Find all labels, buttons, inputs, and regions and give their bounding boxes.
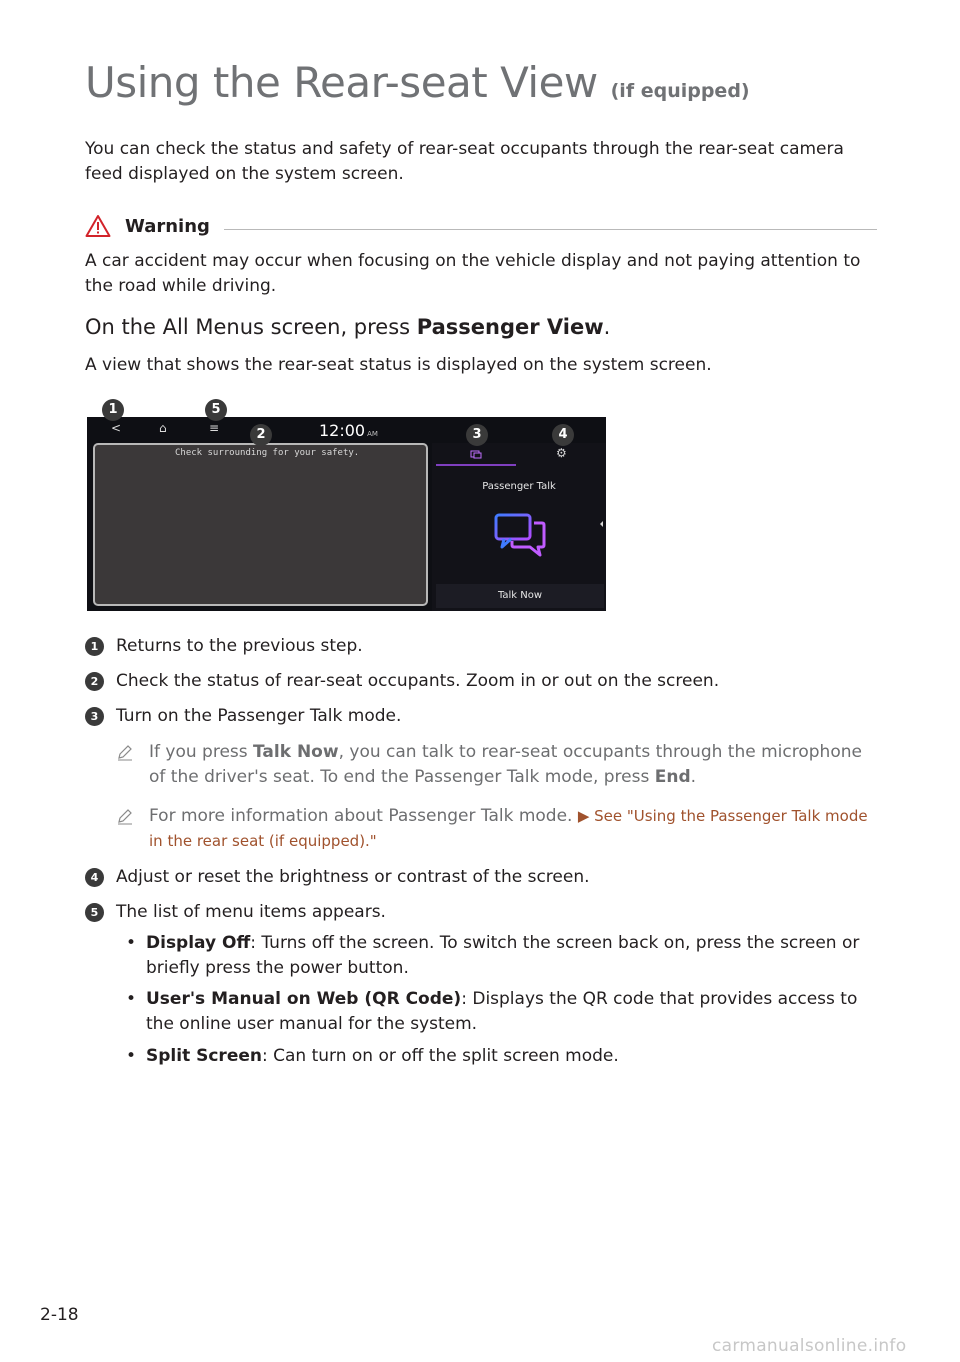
- screen-top-bar: [87, 417, 606, 443]
- bullet-term: User's Manual on Web (QR Code): [146, 989, 462, 1009]
- clock-time: 12:00: [319, 421, 366, 440]
- item-text: Check the status of rear-seat occupants. Zoom in or out on the screen.: [116, 671, 720, 691]
- item-number: 4: [85, 868, 104, 887]
- cross-reference-link[interactable]: ▶ See "Using the Passenger Talk mode in the rear seat (if equipped).": [149, 807, 868, 850]
- talk-now-label: Talk Now: [253, 742, 339, 762]
- warning-text: A car accident may occur when focusing on the vehicle display and not paying attention to the road while driving.: [85, 251, 861, 296]
- pencil-note-icon: [116, 807, 134, 825]
- bullet-dot: •: [126, 933, 137, 953]
- callout-4: 4: [552, 424, 574, 446]
- bullet-users-manual: [126, 987, 866, 1037]
- passenger-view-label: Passenger View: [416, 315, 604, 339]
- pencil-note-icon: [116, 743, 134, 761]
- note-text-part: For more information about Passenger Talk mode.: [149, 806, 578, 826]
- rear-camera-view: [93, 443, 428, 606]
- title-suffix: (if equipped): [610, 80, 750, 102]
- callout-1: 1: [102, 399, 124, 421]
- page-number: 2-18: [40, 1305, 79, 1325]
- list-item: [85, 636, 363, 656]
- note-text-part: If you press: [149, 742, 254, 762]
- item-text: Returns to the previous step.: [116, 636, 363, 656]
- item-number: 2: [85, 672, 104, 691]
- item-text: Turn on the Passenger Talk mode.: [116, 706, 402, 726]
- passenger-talk-tab-icon: [470, 450, 482, 460]
- item-number: 3: [85, 707, 104, 726]
- note-text-part: .: [690, 767, 697, 787]
- step-suffix: .: [603, 315, 611, 339]
- rear-seat-view-screenshot: [87, 417, 606, 611]
- note-more-info: [116, 804, 876, 854]
- list-item: [85, 902, 386, 922]
- title-main: Using the Rear-seat View: [85, 58, 598, 107]
- panel-collapse-handle[interactable]: [600, 521, 603, 527]
- menu-icon: ≡: [209, 421, 220, 435]
- item-text: Adjust or reset the brightness or contrast of the screen.: [116, 867, 590, 887]
- note-text: [149, 804, 876, 854]
- bullet-text: [146, 1044, 866, 1069]
- item-number: 5: [85, 903, 104, 922]
- watermark: carmanualsonline.info: [712, 1336, 907, 1356]
- page-title: [85, 58, 750, 107]
- list-item: [85, 706, 401, 726]
- list-item: [85, 867, 590, 887]
- bullet-dot: •: [126, 1046, 137, 1066]
- clock-ampm: AM: [367, 430, 378, 438]
- bullet-desc: : Displays the QR code that provides access to the online user manual for the system.: [146, 989, 858, 1034]
- callout-5: 5: [205, 399, 227, 421]
- item-text: The list of menu items appears.: [116, 902, 386, 922]
- step-heading: [85, 315, 610, 339]
- warning-divider: [224, 229, 877, 230]
- bullet-desc: : Can turn on or off the split screen mode.: [261, 1046, 619, 1066]
- passenger-talk-panel: [432, 443, 606, 611]
- callout-2: 2: [250, 424, 272, 446]
- talk-now-button[interactable]: Talk Now: [436, 584, 604, 608]
- bullet-dot: •: [126, 989, 137, 1009]
- bullet-term: Display Off: [146, 933, 251, 953]
- warning-label: Warning: [125, 215, 210, 237]
- passenger-talk-title: Passenger Talk: [482, 481, 556, 492]
- back-icon: <: [111, 421, 122, 435]
- active-tab-indicator: [436, 464, 516, 466]
- note-talk-now: [116, 740, 876, 790]
- bullet-split-screen: [126, 1044, 866, 1069]
- chat-bubbles-icon: [494, 513, 546, 559]
- warning-header: [85, 213, 877, 239]
- step-prefix: On the All Menus screen, press: [85, 315, 417, 339]
- intro-paragraph: You can check the status and safety of rear-seat occupants through the rear-seat camera feed displayed on the system screen.: [85, 139, 844, 184]
- gear-icon: ⚙: [556, 446, 567, 460]
- screen-clock: [319, 421, 378, 440]
- warning-triangle-icon: [85, 214, 111, 238]
- bullet-display-off: [126, 931, 866, 981]
- bullet-desc: : Turns off the screen. To switch the screen back on, press the screen or briefly press the power button.: [146, 933, 860, 978]
- end-label: End: [654, 767, 691, 787]
- note-text-part: , you can talk to rear-seat occupants through the microphone of the driver's seat. To end the Passenger Talk mode, press: [149, 742, 862, 787]
- callout-3: 3: [466, 424, 488, 446]
- list-item: [85, 671, 719, 691]
- bullet-text: [146, 987, 866, 1037]
- home-icon: ⌂: [159, 421, 167, 435]
- bullet-text: [146, 931, 866, 981]
- camera-safety-note: Check surrounding for your safety.: [175, 448, 360, 458]
- bullet-term: Split Screen: [146, 1046, 262, 1066]
- note-text: [149, 740, 876, 790]
- item-number: 1: [85, 637, 104, 656]
- step-description: A view that shows the rear-seat status is displayed on the system screen.: [85, 355, 712, 375]
